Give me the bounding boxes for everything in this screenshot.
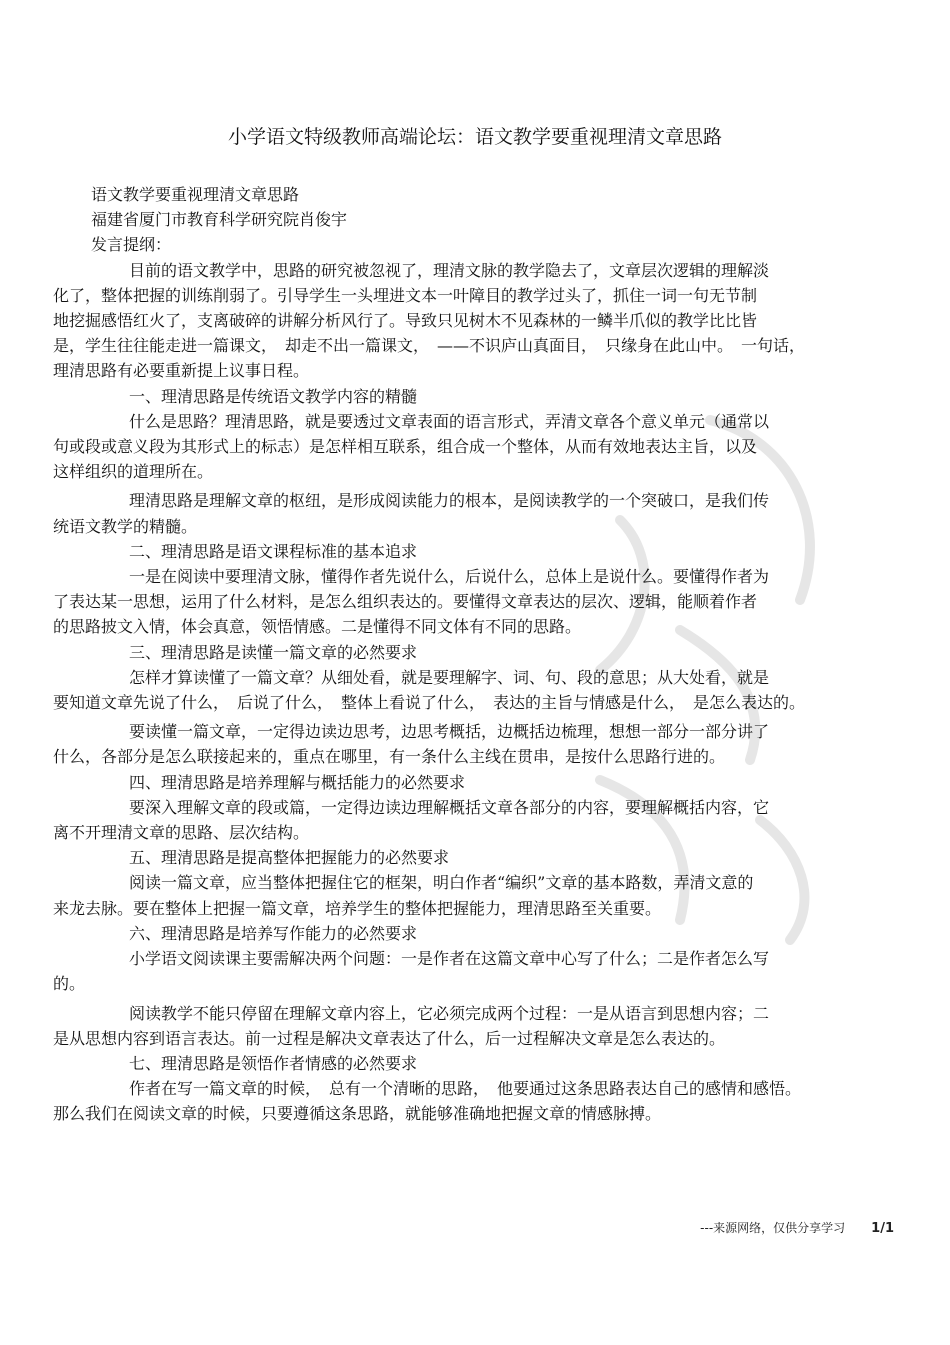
text-line: 阅读一篇文章，应当整体把握住它的框架，明白作者“编织”文章的基本路数，弄清文意的 — [129, 873, 754, 893]
text-line: 阅读教学不能只停留在理解文章内容上，它必须完成两个过程：一是从语言到思想内容；二 — [129, 1003, 770, 1023]
text-line: 作者在写一篇文章的时候， 总有一个清晰的思路， 他要通过这条思路表达自己的感情和感悟。 — [129, 1079, 802, 1099]
page-number: 1/1 — [871, 1221, 894, 1236]
text-line: 来龙去脉。要在整体上把握一篇文章，培养学生的整体把握能力，理清思路至关重要。 — [53, 898, 662, 918]
text-line: 离不开理清文章的思路、层次结构。 — [53, 823, 310, 843]
text-line: 要读懂一篇文章，一定得边读边思考，边思考概括，边概括边梳理，想想一部分一部分讲了 — [129, 722, 770, 742]
text-line: 发言提纲： — [91, 235, 172, 255]
text-line: 五、理清思路是提高整体把握能力的必然要求 — [129, 848, 450, 868]
text-line: 这样组织的道理所在。 — [53, 462, 214, 482]
text-line: 四、理清思路是培养理解与概括能力的必然要求 — [129, 772, 466, 792]
text-line: 的思路披文入情，体会真意，领悟情感。二是懂得不同文体有不同的思路。 — [53, 617, 582, 637]
text-line: 是从思想内容到语言表达。前一过程是解决文章表达了什么，后一过程解决文章是怎么表达的。 — [53, 1028, 726, 1048]
text-line: 目前的语文教学中，思路的研究被忽视了，理清文脉的教学隐去了，文章层次逻辑的理解淡 — [129, 260, 770, 280]
text-line: 理清思路有必要重新提上议事日程。 — [53, 361, 310, 381]
text-line: 化了，整体把握的训练削弱了。引导学生一头埋进文本一叶障目的教学过头了，抓住一词一句无节制 — [53, 285, 758, 305]
document-title: 小学语文特级教师高端论坛：语文教学要重视理清文章思路 — [227, 126, 722, 148]
text-line: 要知道文章先说了什么， 后说了什么， 整体上看说了什么， 表达的主旨与情感是什么， 是怎么表达的。 — [53, 693, 806, 713]
text-line: 小学语文阅读课主要需解决两个问题：一是作者在这篇文章中心写了什么；二是作者怎么写 — [129, 949, 770, 969]
text-line: 一、理清思路是传统语文教学内容的精髓 — [129, 386, 418, 406]
text-line: 的。 — [53, 974, 86, 994]
text-line: 六、理清思路是培养写作能力的必然要求 — [129, 923, 418, 943]
page-footer — [700, 1219, 894, 1236]
document-body — [53, 182, 883, 1127]
text-line: 语文教学要重视理清文章思路 — [91, 185, 300, 204]
text-line: 理清思路是理解文章的枢纽，是形成阅读能力的根本，是阅读教学的一个突破口，是我们传 — [129, 491, 770, 511]
text-line: 怎样才算读懂了一篇文章？从细处看，就是要理解字、词、句、段的意思；从大处看，就是 — [129, 667, 770, 687]
text-line: 七、理清思路是领悟作者情感的必然要求 — [129, 1053, 418, 1073]
text-line: 是，学生往往能走进一篇课文， 却走不出一篇课文， ——不识庐山真面目， 只缘身在此山中。 一句话， — [53, 336, 806, 356]
text-line: 三、理清思路是读懂一篇文章的必然要求 — [129, 642, 418, 662]
text-line: 了表达某一思想，运用了什么材料，是怎么组织表达的。要懂得文章表达的层次、逻辑，能顺着作者 — [53, 592, 758, 612]
text-line: 地挖掘感悟红火了，支离破碎的讲解分析风行了。导致只见树木不见森林的一鳞半爪似的教学比比皆 — [53, 311, 758, 331]
text-line: 福建省厦门市教育科学研究院肖俊宇 — [91, 210, 348, 230]
text-line: 句或段或意义段为其形式上的标志）是怎样相互联系，组合成一个整体，从而有效地表达主旨，以及 — [53, 437, 758, 457]
footer-source-note: ---来源网络，仅供分享学习 — [700, 1221, 846, 1235]
text-line: 什么是思路？理清思路，就是要透过文章表面的语言形式，弄清文章各个意义单元（通常以 — [129, 411, 770, 431]
text-line: 要深入理解文章的段或篇，一定得边读边理解概括文章各部分的内容，要理解概括内容，它 — [129, 797, 770, 817]
text-line: 统语文教学的精髓。 — [53, 516, 198, 536]
text-line: 二、理清思路是语文课程标准的基本追求 — [129, 541, 418, 561]
text-line: 那么我们在阅读文章的时候，只要遵循这条思路，就能够准确地把握文章的情感脉搏。 — [53, 1104, 662, 1124]
text-line: 什么，各部分是怎么联接起来的，重点在哪里，有一条什么主线在贯串，是按什么思路行进的。 — [53, 747, 726, 767]
text-line: 一是在阅读中要理清文脉，懂得作者先说什么，后说什么，总体上是说什么。要懂得作者为 — [129, 567, 770, 587]
